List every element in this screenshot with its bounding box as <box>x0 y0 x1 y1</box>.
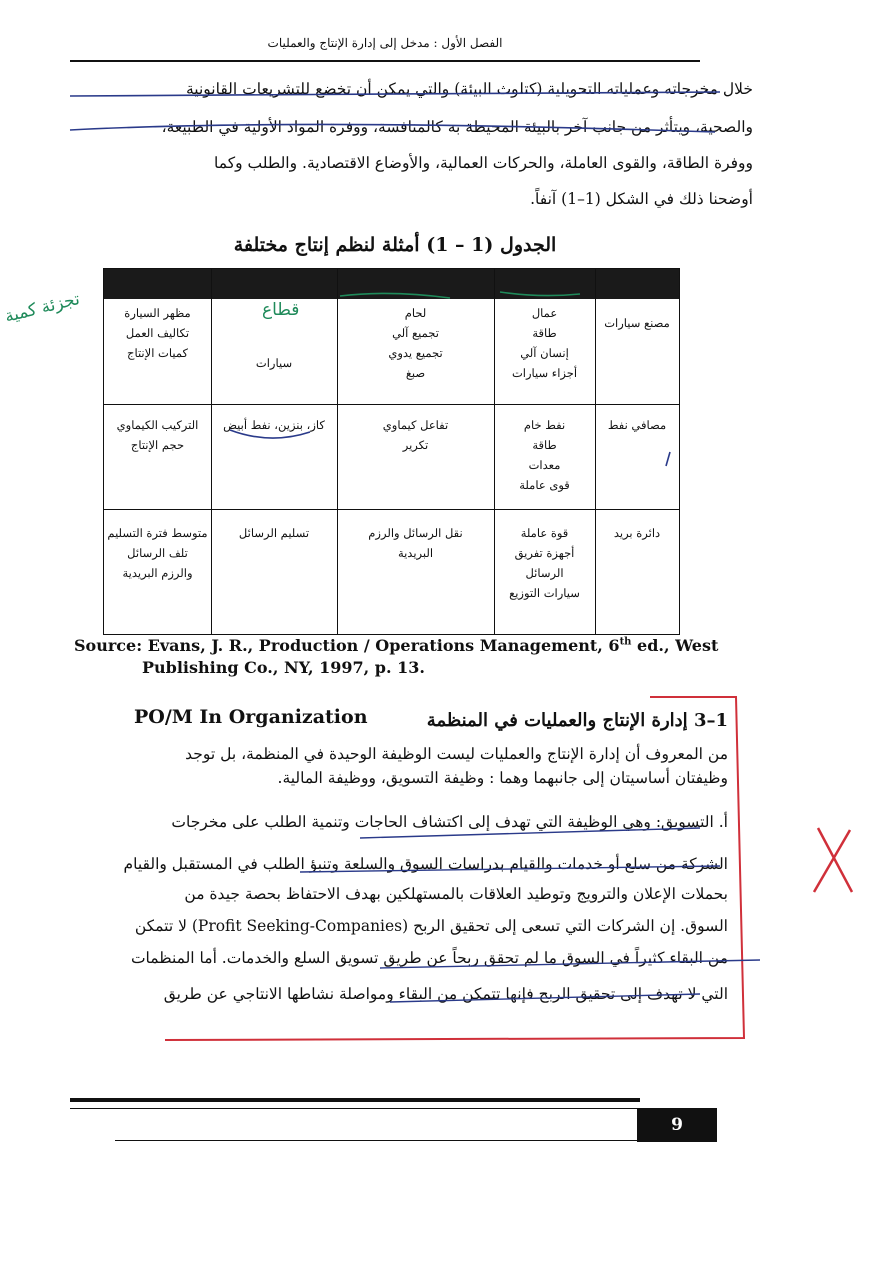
section-paragraph-line: التي لا تهدف إلى تحقيق الربح فإنها تتمكن من البقاء ومواصلة نشاطها الانتاجي عن طريق <box>163 985 728 1003</box>
intro-line: خلال مخرجاته وعملياته التحويلية (كتلوث البيئة) والتي يمكن أن تخضع للتشريعات القانونية <box>185 80 753 98</box>
red-x-mark <box>814 828 852 892</box>
handwritten-margin-note: تجزئة كمية <box>2 289 82 327</box>
table-cell-feedback: التركيب الكيماوي حجم الإنتاج <box>116 418 199 452</box>
table-cell-inputs: قوة عاملة أجهزة تفريق الرسائل سيارات التوزيع <box>509 526 580 600</box>
table-cell-inputs: نفط خام طاقة معدات قوى عاملة <box>519 418 570 492</box>
red-pen-box <box>165 697 744 1040</box>
table-cell-inputs: عمال طاقة إنسان آلي أجزاء سيارات <box>511 306 578 380</box>
blue-pen-underline <box>360 828 700 838</box>
blue-pen-underline <box>70 92 720 96</box>
blue-pen-underline <box>380 960 760 968</box>
table-cell-system: مصنع سيارات <box>604 316 670 330</box>
source-citation-line2: Publishing Co., NY, 1997, p. 13. <box>142 658 425 677</box>
page-number: 9 <box>637 1108 717 1142</box>
intro-line: والصحية، ويتأثر من جانب آخر بالبيئة المحيطة به كالمنافسة، ووفرة المواد الأولية في الطبيعة، <box>161 118 753 136</box>
table-cell-processes: لحام تجميع آلي تجميع يدوي صبغ <box>388 306 443 380</box>
source-main: Source: Evans, J. R., Production / Operations Management, 6 <box>74 636 620 655</box>
table-cell-feedback: مظهر السيارة تكاليف العمل كميات الإنتاج <box>124 306 191 360</box>
table-cell-system: مصافي نفط <box>607 418 667 432</box>
source-tail: ed., West <box>631 636 719 655</box>
blue-pen-tick <box>666 452 670 466</box>
table-cell-processes: نقل الرسائل والرزم البريدية <box>368 526 463 560</box>
section-paragraph-line: السوق. إن الشركات التي تسعى إلى تحقيق الربح (Profit Seeking-Companies) لا تتمكن <box>134 917 728 935</box>
blue-pen-underline <box>70 124 715 132</box>
section-paragraph-line: وظيفتان أساسيتان إلى جانبهما وهما : وظيفة التسويق، ووظيفة المالية. <box>277 769 728 787</box>
table-cell-outputs: تسليم الرسائل <box>238 526 310 540</box>
section-paragraph-line: بحملات الإعلان والترويج وتوطيد العلاقات بالمستهلكين بهدف الاحتفاظ بحصة جيدة من <box>184 885 728 903</box>
handwritten-column-note: قطاع <box>262 300 300 320</box>
section-paragraph-line: الشركة من سلع أو خدمات والقيام بدراسات السوق والسلعة وتنبؤ الطلب في المستقبل والقيام <box>123 855 728 873</box>
green-pen-scribble <box>340 292 580 298</box>
section-paragraph-line: من البقاء كثيراً في السوق ما لم تحقق ربحاً عن طريق تسويق السلع والخدمات. أما المنظمات <box>130 949 728 967</box>
table-cell-processes: تفاعل كيماوي تكرير <box>382 418 449 452</box>
source-superscript: th <box>619 636 632 648</box>
blue-pen-underline <box>300 866 720 872</box>
blue-pen-underline <box>230 430 310 438</box>
section-heading-arabic: 1–3 إدارة الإنتاج والعمليات في المنظمة <box>426 710 728 731</box>
section-paragraph-line: من المعروف أن إدارة الإنتاج والعمليات ليست الوظيفة الوحيدة في المنظمة، بل توجد <box>185 745 728 763</box>
section-heading-english: PO/M In Organization <box>134 706 368 728</box>
intro-line: ووفرة الطاقة، والقوى العاملة، والحركات العمالية، والأوضاع الاقتصادية. والطلب وكما <box>214 154 753 172</box>
table-cell-outputs: سيارات <box>255 356 293 370</box>
blue-pen-underline <box>390 994 700 1002</box>
section-paragraph-line: أ. التسويق: وهي الوظيفة التي تهدف إلى اكتشاف الحاجات وتنمية الطلب على مخرجات <box>171 813 728 831</box>
table-caption: الجدول (1 – 1) أمثلة لنظم إنتاج مختلفة <box>233 234 557 256</box>
running-header: الفصل الأول : مدخل إلى إدارة الإنتاج والعمليات <box>267 36 503 50</box>
table-cell-system: دائرة بريد <box>613 526 661 540</box>
intro-line: أوضحنا ذلك في الشكل (1–1) آنفاً. <box>530 190 753 208</box>
table-cell-feedback: متوسط فترة التسليم تلف الرسائل والرزم البريدية <box>107 526 208 580</box>
table-cell-outputs: كاز، بنزين، نفط أبيض <box>223 418 325 432</box>
